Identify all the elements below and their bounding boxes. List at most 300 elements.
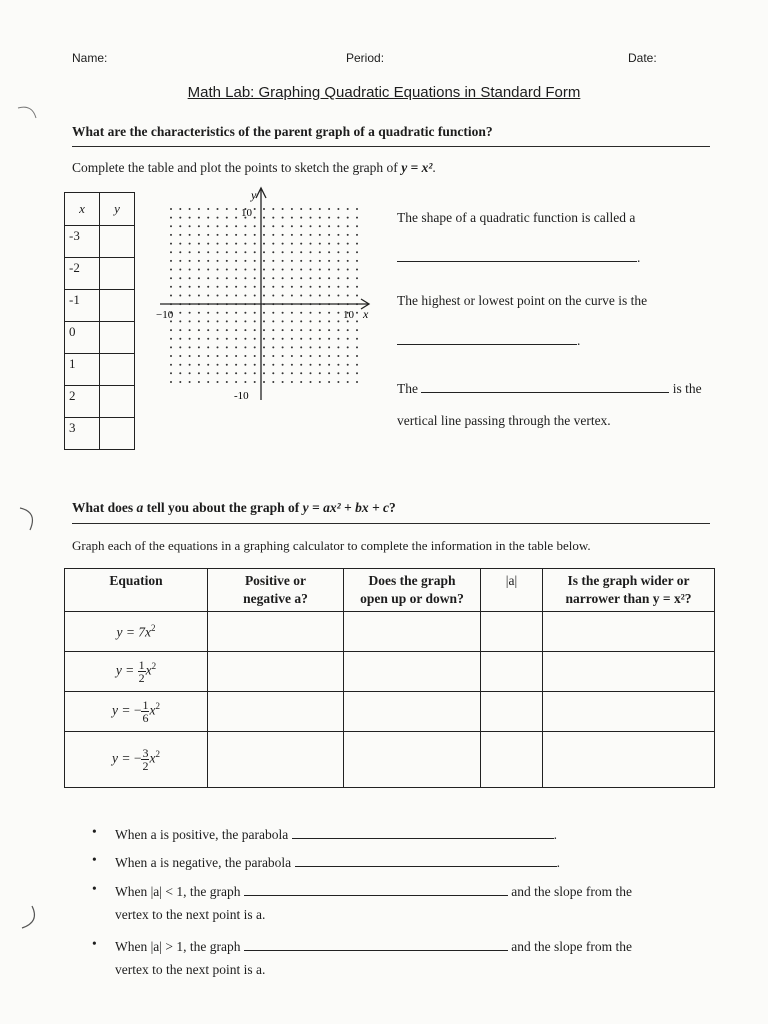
grid-dot bbox=[179, 329, 181, 331]
grid-dot bbox=[291, 269, 293, 271]
grid-dot bbox=[198, 277, 200, 279]
grid-dot bbox=[282, 329, 284, 331]
open-cell[interactable] bbox=[344, 652, 481, 692]
bullet-abs-greater-1: • When |a| > 1, the graph and the slope from the bbox=[92, 936, 632, 954]
grid-dot bbox=[272, 312, 274, 314]
grid-dot bbox=[244, 260, 246, 262]
grid-dot bbox=[189, 286, 191, 288]
section2-rule bbox=[72, 523, 710, 524]
grid-dot bbox=[198, 381, 200, 383]
grid-dot bbox=[226, 329, 228, 331]
grid-dot bbox=[300, 329, 302, 331]
grid-dot bbox=[170, 234, 172, 236]
shape-answer-line: . bbox=[397, 247, 640, 266]
y-cell[interactable] bbox=[100, 386, 135, 418]
grid-dot bbox=[235, 329, 237, 331]
grid-dot bbox=[272, 286, 274, 288]
grid-dot bbox=[226, 234, 228, 236]
grid-dot bbox=[207, 234, 209, 236]
grid-dot bbox=[263, 355, 265, 357]
grid-dot bbox=[235, 217, 237, 219]
wider-header: Is the graph wider or narrower than y = x²? bbox=[543, 569, 715, 612]
vertex-blank[interactable] bbox=[397, 330, 577, 345]
grid-dot bbox=[254, 320, 256, 322]
axis-prompt-line2: vertical line passing through the vertex. bbox=[397, 413, 611, 428]
grid-dot bbox=[198, 243, 200, 245]
grid-dot bbox=[337, 338, 339, 340]
grid-dot bbox=[244, 251, 246, 253]
grid-dot bbox=[263, 217, 265, 219]
grid-dot bbox=[291, 364, 293, 366]
grid-dot bbox=[198, 312, 200, 314]
grid-dot bbox=[282, 243, 284, 245]
grid-dot bbox=[207, 225, 209, 227]
grid-dot bbox=[291, 381, 293, 383]
grid-dot bbox=[356, 372, 358, 374]
grid-dot bbox=[356, 225, 358, 227]
grid-dot bbox=[337, 243, 339, 245]
grid-dot bbox=[319, 277, 321, 279]
grid-dot bbox=[207, 329, 209, 331]
y-axis-label: y bbox=[251, 188, 257, 202]
grid-dot bbox=[337, 295, 339, 297]
grid-dot bbox=[198, 320, 200, 322]
grid-dot bbox=[263, 338, 265, 340]
grid-dot bbox=[347, 260, 349, 262]
grid-dot bbox=[226, 381, 228, 383]
grid-dot bbox=[179, 372, 181, 374]
grid-dot bbox=[272, 269, 274, 271]
grid-dot bbox=[235, 208, 237, 210]
x-axis-label: x bbox=[363, 307, 369, 321]
grid-dot bbox=[235, 286, 237, 288]
grid-dot bbox=[226, 320, 228, 322]
grid-dot bbox=[300, 286, 302, 288]
abs-greater-1-blank[interactable] bbox=[244, 936, 508, 951]
open-cell[interactable] bbox=[344, 612, 481, 652]
grid-dot bbox=[347, 225, 349, 227]
grid-dot bbox=[300, 269, 302, 271]
grid-dot bbox=[189, 277, 191, 279]
grid-dot bbox=[170, 225, 172, 227]
grid-dot bbox=[272, 260, 274, 262]
sign-cell[interactable] bbox=[208, 692, 344, 732]
grid-dot bbox=[179, 234, 181, 236]
grid-dot bbox=[170, 260, 172, 262]
grid-dot bbox=[282, 225, 284, 227]
grid-dot bbox=[170, 243, 172, 245]
grid-dot bbox=[347, 234, 349, 236]
y-cell[interactable] bbox=[100, 258, 135, 290]
grid-dot bbox=[226, 260, 228, 262]
grid-dot bbox=[347, 243, 349, 245]
grid-dot bbox=[291, 372, 293, 374]
grid-dot bbox=[235, 372, 237, 374]
grid-dot bbox=[198, 234, 200, 236]
grid-dot bbox=[337, 364, 339, 366]
grid-dot bbox=[282, 295, 284, 297]
bullet-abs-less-1-line2: vertex to the next point is a. bbox=[115, 907, 266, 922]
grid-dot bbox=[263, 312, 265, 314]
grid-dot bbox=[310, 346, 312, 348]
grid-dot bbox=[198, 286, 200, 288]
grid-dot bbox=[319, 355, 321, 357]
grid-dot bbox=[310, 329, 312, 331]
grid-dot bbox=[337, 286, 339, 288]
grid-dot bbox=[347, 208, 349, 210]
grid-dot bbox=[282, 269, 284, 271]
grid-dot bbox=[356, 295, 358, 297]
abs-a-cell[interactable] bbox=[481, 652, 543, 692]
hole-mark-icon bbox=[14, 502, 44, 536]
grid-dot bbox=[291, 355, 293, 357]
grid-dot bbox=[254, 217, 256, 219]
grid-dot bbox=[347, 372, 349, 374]
grid-dot bbox=[170, 295, 172, 297]
grid-dot bbox=[328, 329, 330, 331]
grid-dot bbox=[235, 338, 237, 340]
grid-dot bbox=[254, 286, 256, 288]
grid-dot bbox=[189, 269, 191, 271]
grid-dot bbox=[282, 364, 284, 366]
grid-dot bbox=[282, 217, 284, 219]
grid-dot bbox=[310, 225, 312, 227]
grid-dot bbox=[189, 295, 191, 297]
grid-dot bbox=[198, 208, 200, 210]
vertex-prompt: The highest or lowest point on the curve is the bbox=[397, 293, 648, 308]
bullet-abs-less-1: • When |a| < 1, the graph and the slope from the bbox=[92, 881, 632, 899]
grid-dot bbox=[207, 277, 209, 279]
grid-dot bbox=[291, 346, 293, 348]
section2-question: What does a tell you about the graph of y = ax² + bx + c? bbox=[72, 500, 396, 515]
grid-dot bbox=[272, 225, 274, 227]
grid-dot bbox=[207, 355, 209, 357]
grid-dot bbox=[207, 320, 209, 322]
grid-dot bbox=[319, 234, 321, 236]
wider-cell[interactable] bbox=[543, 732, 715, 788]
abs-less-1-blank[interactable] bbox=[244, 881, 508, 896]
grid-dot bbox=[179, 277, 181, 279]
grid-dot bbox=[337, 217, 339, 219]
wider-cell[interactable] bbox=[543, 692, 715, 732]
grid-dot bbox=[217, 234, 219, 236]
period-label: Period: bbox=[346, 51, 385, 65]
grid-dot bbox=[337, 251, 339, 253]
grid-dot bbox=[272, 364, 274, 366]
grid-dot bbox=[189, 234, 191, 236]
grid-dot bbox=[291, 208, 293, 210]
grid-dot bbox=[310, 338, 312, 340]
grid-dot bbox=[226, 355, 228, 357]
grid-dot bbox=[337, 355, 339, 357]
grid-dot bbox=[282, 277, 284, 279]
equation-cell: y = $\frac{1}{2}$ $x^2$ bbox=[65, 652, 208, 692]
grid-dot bbox=[319, 260, 321, 262]
grid-dot bbox=[226, 312, 228, 314]
y-cell[interactable] bbox=[100, 290, 135, 322]
y-cell[interactable] bbox=[100, 226, 135, 258]
grid-dot bbox=[244, 320, 246, 322]
grid-dot bbox=[356, 277, 358, 279]
grid-dot bbox=[347, 355, 349, 357]
grid-dot bbox=[189, 346, 191, 348]
grid-dot bbox=[310, 320, 312, 322]
grid-dots bbox=[170, 208, 358, 383]
grid-dot bbox=[300, 312, 302, 314]
grid-dot bbox=[179, 338, 181, 340]
grid-dot bbox=[310, 208, 312, 210]
grid-dot bbox=[263, 260, 265, 262]
grid-dot bbox=[356, 251, 358, 253]
grid-dot bbox=[319, 217, 321, 219]
grid-dot bbox=[328, 225, 330, 227]
grid-dot bbox=[282, 260, 284, 262]
grid-dot bbox=[189, 364, 191, 366]
grid-dot bbox=[347, 329, 349, 331]
grid-dot bbox=[217, 286, 219, 288]
grid-dot bbox=[310, 217, 312, 219]
grid-dot bbox=[235, 355, 237, 357]
grid-dot bbox=[179, 295, 181, 297]
grid-dot bbox=[254, 260, 256, 262]
grid-dot bbox=[337, 208, 339, 210]
grid-dot bbox=[319, 338, 321, 340]
grid-dot bbox=[207, 217, 209, 219]
grid-dot bbox=[347, 338, 349, 340]
hole-mark-icon bbox=[14, 902, 44, 936]
grid-dot bbox=[244, 269, 246, 271]
grid-dot bbox=[254, 381, 256, 383]
grid-dot bbox=[189, 208, 191, 210]
grid-dot bbox=[300, 364, 302, 366]
grid-dot bbox=[328, 286, 330, 288]
grid-dot bbox=[254, 295, 256, 297]
grid-dot bbox=[356, 269, 358, 271]
name-label: Name: bbox=[72, 51, 108, 65]
grid-dot bbox=[226, 208, 228, 210]
grid-dot bbox=[244, 295, 246, 297]
sign-cell[interactable] bbox=[208, 652, 344, 692]
section2-instruction: Graph each of the equations in a graphing calculator to complete the information in the table below. bbox=[72, 538, 591, 553]
grid-dot bbox=[337, 260, 339, 262]
y-cell[interactable] bbox=[100, 354, 135, 386]
grid-dot bbox=[356, 286, 358, 288]
y-cell[interactable] bbox=[100, 322, 135, 354]
grid-dot bbox=[170, 364, 172, 366]
grid-dot bbox=[179, 286, 181, 288]
grid-dot bbox=[300, 208, 302, 210]
grid-dot bbox=[235, 320, 237, 322]
grid-dot bbox=[189, 243, 191, 245]
grid-dot bbox=[347, 295, 349, 297]
grid-dot bbox=[189, 225, 191, 227]
grid-dot bbox=[235, 364, 237, 366]
grid-dot bbox=[198, 225, 200, 227]
grid-dot bbox=[328, 277, 330, 279]
grid-dot bbox=[310, 372, 312, 374]
grid-dot bbox=[235, 234, 237, 236]
grid-dot bbox=[226, 295, 228, 297]
shape-blank[interactable] bbox=[397, 247, 637, 262]
grid-dot bbox=[244, 329, 246, 331]
grid-dot bbox=[198, 269, 200, 271]
grid-dot bbox=[300, 381, 302, 383]
grid-dot bbox=[170, 346, 172, 348]
grid-dot bbox=[198, 364, 200, 366]
abs-a-cell[interactable] bbox=[481, 612, 543, 652]
grid-dot bbox=[226, 286, 228, 288]
grid-dot bbox=[244, 381, 246, 383]
grid-dot bbox=[319, 269, 321, 271]
sign-header: Positive or negative a? bbox=[208, 569, 344, 612]
y-max-label: 10 bbox=[241, 207, 252, 219]
sign-cell[interactable] bbox=[208, 612, 344, 652]
grid-dot bbox=[226, 346, 228, 348]
grid-dot bbox=[179, 225, 181, 227]
grid-dot bbox=[207, 372, 209, 374]
grid-dot bbox=[226, 217, 228, 219]
grid-dot bbox=[347, 217, 349, 219]
sign-cell[interactable] bbox=[208, 732, 344, 788]
grid-dot bbox=[291, 295, 293, 297]
grid-dot bbox=[319, 208, 321, 210]
grid-dot bbox=[254, 338, 256, 340]
wider-cell[interactable] bbox=[543, 652, 715, 692]
grid-dot bbox=[356, 338, 358, 340]
grid-dot bbox=[263, 225, 265, 227]
grid-dot bbox=[179, 346, 181, 348]
grid-dot bbox=[189, 217, 191, 219]
open-cell[interactable] bbox=[344, 692, 481, 732]
y-cell[interactable] bbox=[100, 418, 135, 450]
grid-dot bbox=[217, 243, 219, 245]
grid-dot bbox=[337, 312, 339, 314]
grid-dot bbox=[337, 225, 339, 227]
grid-dot bbox=[263, 381, 265, 383]
equation-cell: y = − $\frac{3}{2}$ $x^2$ bbox=[65, 732, 208, 788]
x-cell: 0 bbox=[65, 322, 100, 354]
grid-dot bbox=[356, 208, 358, 210]
grid-dot bbox=[356, 320, 358, 322]
grid-dot bbox=[272, 277, 274, 279]
grid-dot bbox=[319, 295, 321, 297]
coordinate-grid[interactable] bbox=[155, 186, 380, 406]
grid-dot bbox=[170, 251, 172, 253]
grid-dot bbox=[356, 346, 358, 348]
grid-dot bbox=[263, 295, 265, 297]
grid-dot bbox=[189, 355, 191, 357]
open-cell[interactable] bbox=[344, 732, 481, 788]
grid-dot bbox=[217, 251, 219, 253]
grid-dot bbox=[207, 208, 209, 210]
grid-dot bbox=[179, 260, 181, 262]
x-cell: 3 bbox=[65, 418, 100, 450]
grid-dot bbox=[272, 355, 274, 357]
grid-dot bbox=[179, 243, 181, 245]
grid-dot bbox=[300, 234, 302, 236]
grid-dot bbox=[207, 251, 209, 253]
grid-dot bbox=[254, 346, 256, 348]
abs-a-cell[interactable] bbox=[481, 692, 543, 732]
grid-dot bbox=[244, 234, 246, 236]
grid-dot bbox=[244, 338, 246, 340]
grid-dot bbox=[263, 320, 265, 322]
grid-dot bbox=[282, 286, 284, 288]
grid-dot bbox=[347, 381, 349, 383]
grid-dot bbox=[282, 312, 284, 314]
grid-dot bbox=[235, 277, 237, 279]
grid-dot bbox=[244, 312, 246, 314]
grid-dot bbox=[272, 320, 274, 322]
grid-dot bbox=[254, 208, 256, 210]
y-header: y bbox=[100, 193, 135, 226]
grid-dot bbox=[198, 346, 200, 348]
grid-dot bbox=[217, 338, 219, 340]
grid-dot bbox=[291, 338, 293, 340]
grid-dot bbox=[179, 208, 181, 210]
grid-dot bbox=[272, 243, 274, 245]
equation-table bbox=[64, 568, 715, 788]
grid-dot bbox=[291, 277, 293, 279]
grid-dot bbox=[170, 217, 172, 219]
grid-dot bbox=[254, 329, 256, 331]
grid-dot bbox=[300, 260, 302, 262]
negative-a-blank[interactable] bbox=[295, 852, 557, 867]
hole-mark-icon bbox=[14, 100, 44, 130]
grid-dot bbox=[207, 312, 209, 314]
grid-dot bbox=[310, 251, 312, 253]
bullet-negative-a: • When a is negative, the parabola . bbox=[92, 852, 560, 870]
grid-dot bbox=[328, 346, 330, 348]
grid-dot bbox=[337, 329, 339, 331]
grid-dot bbox=[356, 217, 358, 219]
grid-dot bbox=[356, 243, 358, 245]
x-max-label: 10 bbox=[343, 309, 354, 321]
grid-dot bbox=[179, 312, 181, 314]
wider-cell[interactable] bbox=[543, 612, 715, 652]
grid-dot bbox=[272, 208, 274, 210]
grid-dot bbox=[179, 355, 181, 357]
grid-dot bbox=[198, 251, 200, 253]
grid-dot bbox=[263, 346, 265, 348]
x-cell: 1 bbox=[65, 354, 100, 386]
grid-dot bbox=[310, 277, 312, 279]
grid-dot bbox=[300, 338, 302, 340]
grid-dot bbox=[272, 234, 274, 236]
grid-dot bbox=[282, 381, 284, 383]
grid-dot bbox=[244, 277, 246, 279]
axis-blank[interactable] bbox=[421, 378, 669, 393]
grid-dot bbox=[217, 329, 219, 331]
grid-dot bbox=[272, 372, 274, 374]
grid-dot bbox=[300, 355, 302, 357]
grid-dot bbox=[207, 364, 209, 366]
grid-dot bbox=[235, 312, 237, 314]
grid-dot bbox=[254, 269, 256, 271]
grid-dot bbox=[291, 320, 293, 322]
grid-dot bbox=[319, 346, 321, 348]
grid-dot bbox=[179, 364, 181, 366]
grid-dot bbox=[272, 295, 274, 297]
grid-dot bbox=[310, 260, 312, 262]
grid-dot bbox=[272, 338, 274, 340]
grid-dot bbox=[217, 217, 219, 219]
abs-a-cell[interactable] bbox=[481, 732, 543, 788]
grid-dot bbox=[226, 364, 228, 366]
grid-dot bbox=[282, 208, 284, 210]
positive-a-blank[interactable] bbox=[292, 824, 554, 839]
grid-dot bbox=[319, 243, 321, 245]
